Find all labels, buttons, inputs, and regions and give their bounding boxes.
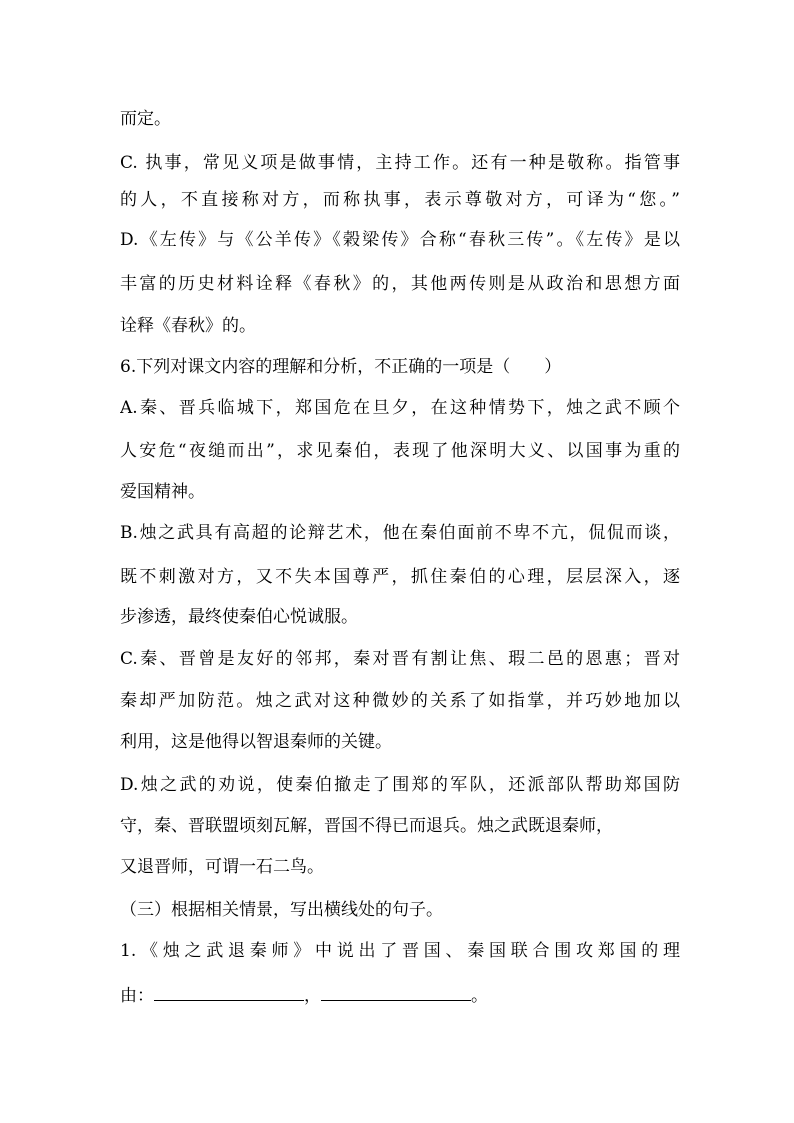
section-3-heading: （三）根据相关情景，写出横线处的句子。 [120, 900, 443, 920]
question-6-stem: 6.下列对课文内容的理解和分析，不正确的一项是（ ） [120, 357, 562, 377]
option-a-line-2: 人安危“夜缒而出”，求见秦伯，表现了他深明大义、以国事为重的 [120, 441, 680, 461]
question-1-answer-line [120, 982, 680, 1007]
option-c-line-3: 利用，这是他得以智退秦师的关键。 [120, 732, 392, 752]
text-line-2: C. 执事，常见义项是做事情，主持工作。还有一种是敬称。指管事 [120, 153, 680, 173]
option-d-line-1: D.烛之武的劝说，使秦伯撤走了围郑的军队，还派部队帮助郑国防 [120, 775, 680, 795]
text-line-6: 诠释《春秋》的。 [120, 316, 256, 336]
answer-suffix: 。 [471, 986, 488, 1006]
answer-prefix: 由： [120, 986, 154, 1006]
question-1-stem: 1.《烛之武退秦师》中说出了晋国、秦国联合围攻郑国的理 [120, 941, 680, 961]
text-line-4: D.《左传》与《公羊传》《榖梁传》合称“春秋三传”。《左传》是以 [120, 230, 680, 250]
option-a-line-3: 爱国精神。 [120, 482, 205, 502]
option-b-line-1: B.烛之武具有高超的论辩艺术，他在秦伯面前不卑不亢，侃侃而谈， [120, 523, 680, 543]
option-d-line-3: 又退晋师，可谓一石二鸟。 [120, 857, 324, 877]
option-c-line-1: C.秦、晋曾是友好的邻邦，秦对晋有割让焦、瑕二邑的恩惠；晋对 [120, 649, 680, 669]
text-line-1: 而定。 [120, 109, 171, 129]
text-line-3: 的人，不直接称对方，而称执事，表示尊敬对方，可译为“您。” [120, 190, 680, 210]
text-line-5: 丰富的历史材料诠释《春秋》的，其他两传则是从政治和思想方面 [120, 274, 680, 294]
answer-blank-2[interactable] [321, 982, 471, 1001]
option-c-line-2: 秦却严加防范。烛之武对这种微妙的关系了如指掌，并巧妙地加以 [120, 691, 680, 711]
option-b-line-2: 既不刺激对方，又不失本国尊严，抓住秦伯的心理，层层深入，逐 [120, 567, 680, 587]
answer-separator: ， [304, 986, 321, 1006]
option-d-line-2: 守，秦、晋联盟顷刻瓦解，晋国不得已而退兵。烛之武既退秦师， [120, 816, 613, 836]
option-a-line-1: A.秦、晋兵临城下，郑国危在旦夕，在这种情势下，烛之武不顾个 [120, 398, 680, 418]
option-b-line-3: 步渗透，最终使秦伯心悦诚服。 [120, 607, 358, 627]
answer-blank-1[interactable] [154, 982, 304, 1001]
